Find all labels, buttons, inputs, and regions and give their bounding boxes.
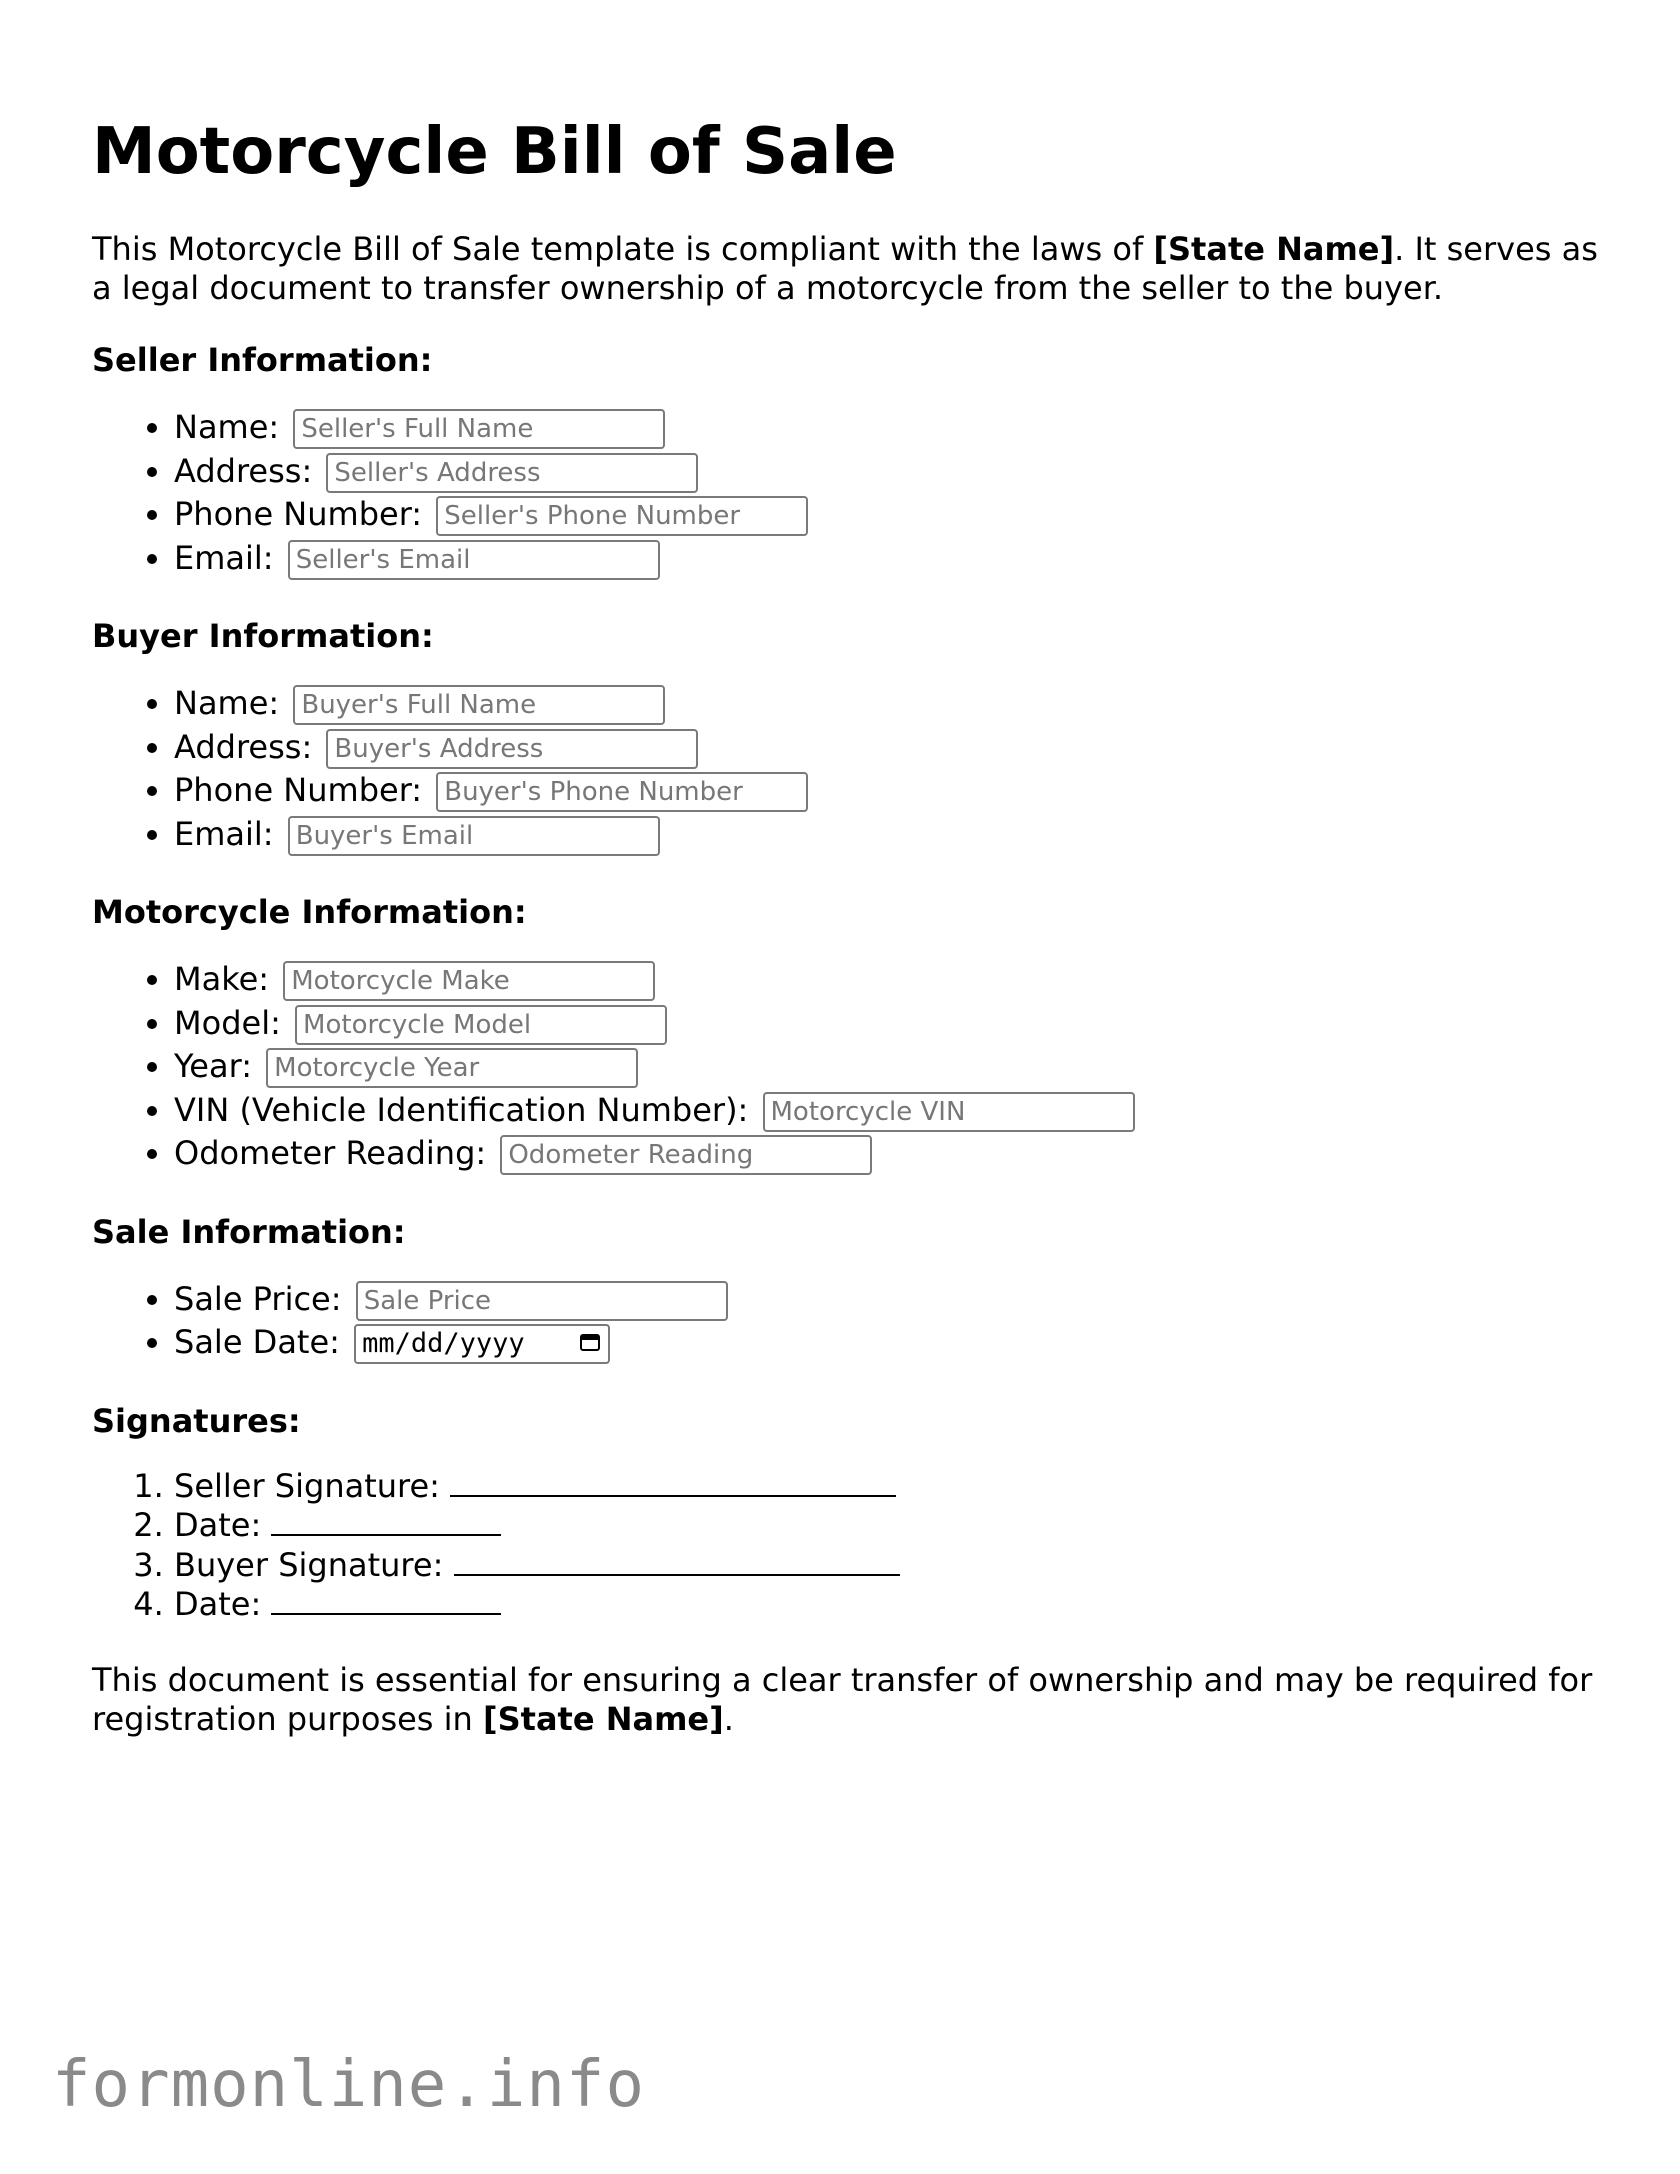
buyer-heading: Buyer Information: (92, 617, 434, 655)
closing-text-after: . (723, 1699, 734, 1738)
buyer-phone-input[interactable] (436, 772, 808, 812)
watermark: formonline.info (52, 2048, 645, 2122)
buyer-phone-label: Phone Number: (174, 771, 423, 809)
signatures-list (92, 1467, 1602, 1625)
seller-name-label: Name: (174, 408, 280, 446)
intro-text-before: This Motorcycle Bill of Sale template is compliant with the laws of (92, 230, 1154, 268)
motorcycle-year-input[interactable] (266, 1048, 638, 1088)
seller-phone-input[interactable] (436, 496, 808, 536)
date2-label: Date: (174, 1585, 262, 1623)
buyer-signature-item (174, 1546, 1602, 1586)
buyer-address-input[interactable] (326, 729, 698, 769)
seller-phone-label: Phone Number: (174, 495, 423, 533)
buyer-signature-line (454, 1548, 900, 1576)
signatures-heading: Signatures: (92, 1401, 301, 1440)
intro-state-name: [State Name] (1153, 230, 1395, 268)
sale-price-item (174, 1278, 1602, 1322)
seller-name-item (174, 406, 1602, 450)
intro-paragraph (92, 230, 1602, 308)
buyer-phone-item (174, 769, 1602, 813)
motorcycle-list (92, 958, 1602, 1176)
seller-name-input[interactable] (293, 409, 665, 449)
page-title: Motorcycle Bill of Sale (92, 115, 897, 189)
motorcycle-make-label: Make: (174, 960, 270, 998)
motorcycle-odometer-label: Odometer Reading: (174, 1134, 487, 1172)
closing-state-name: [State Name] (482, 1699, 724, 1738)
motorcycle-vin-label: VIN (Vehicle Identification Number): (174, 1090, 749, 1129)
seller-email-item (174, 537, 1602, 581)
motorcycle-year-item (174, 1045, 1602, 1089)
document-body (92, 112, 1602, 1771)
seller-email-label: Email: (174, 538, 274, 577)
motorcycle-model-input[interactable] (295, 1005, 667, 1045)
date1-label: Date: (174, 1506, 262, 1544)
closing-text-before: This document is essential for ensuring a clear transfer of ownership and may be required for registration purposes in (92, 1660, 1593, 1738)
buyer-name-item (174, 682, 1602, 726)
date1-line (271, 1508, 501, 1536)
buyer-email-input[interactable] (288, 816, 660, 856)
buyer-name-input[interactable] (293, 685, 665, 725)
motorcycle-odometer-input[interactable] (500, 1135, 872, 1175)
motorcycle-model-item (174, 1002, 1602, 1046)
seller-email-input[interactable] (288, 540, 660, 580)
sale-date-placeholder: mm/dd/yyyy (362, 1328, 525, 1359)
buyer-email-item (174, 813, 1602, 857)
sale-price-label: Sale Price: (174, 1279, 342, 1318)
closing-paragraph (92, 1661, 1602, 1739)
seller-signature-label: Seller Signature: (174, 1466, 440, 1505)
motorcycle-vin-input[interactable] (763, 1092, 1135, 1132)
buyer-address-item (174, 726, 1602, 770)
sale-date-input[interactable] (354, 1324, 610, 1364)
seller-address-item (174, 450, 1602, 494)
date2-item (174, 1585, 1602, 1625)
motorcycle-make-input[interactable] (283, 961, 655, 1001)
motorcycle-heading: Motorcycle Information: (92, 893, 527, 931)
seller-address-input[interactable] (326, 453, 698, 493)
seller-list (92, 406, 1602, 580)
motorcycle-year-label: Year: (174, 1047, 252, 1085)
sale-price-input[interactable] (356, 1281, 728, 1321)
seller-address-label: Address: (174, 451, 313, 490)
sale-date-label: Sale Date: (174, 1323, 340, 1361)
seller-signature-line (450, 1469, 896, 1497)
intro-text-after: . It serves as a legal document to transfer ownership of a motorcycle from the seller to the buyer. (92, 230, 1598, 307)
motorcycle-odometer-item (174, 1132, 1602, 1176)
buyer-email-label: Email: (174, 814, 274, 853)
date2-line (271, 1587, 501, 1615)
date1-item (174, 1506, 1602, 1546)
seller-signature-item (174, 1467, 1602, 1507)
calendar-icon[interactable] (580, 1334, 600, 1351)
sale-heading: Sale Information: (92, 1212, 406, 1251)
sale-date-item (174, 1321, 1602, 1365)
buyer-address-label: Address: (174, 727, 313, 766)
sale-list (92, 1278, 1602, 1365)
motorcycle-make-item (174, 958, 1602, 1002)
seller-heading: Seller Information: (92, 341, 433, 379)
motorcycle-model-label: Model: (174, 1003, 281, 1042)
seller-phone-item (174, 493, 1602, 537)
buyer-name-label: Name: (174, 684, 280, 722)
buyer-list (92, 682, 1602, 856)
buyer-signature-label: Buyer Signature: (174, 1545, 444, 1584)
motorcycle-vin-item (174, 1089, 1602, 1133)
